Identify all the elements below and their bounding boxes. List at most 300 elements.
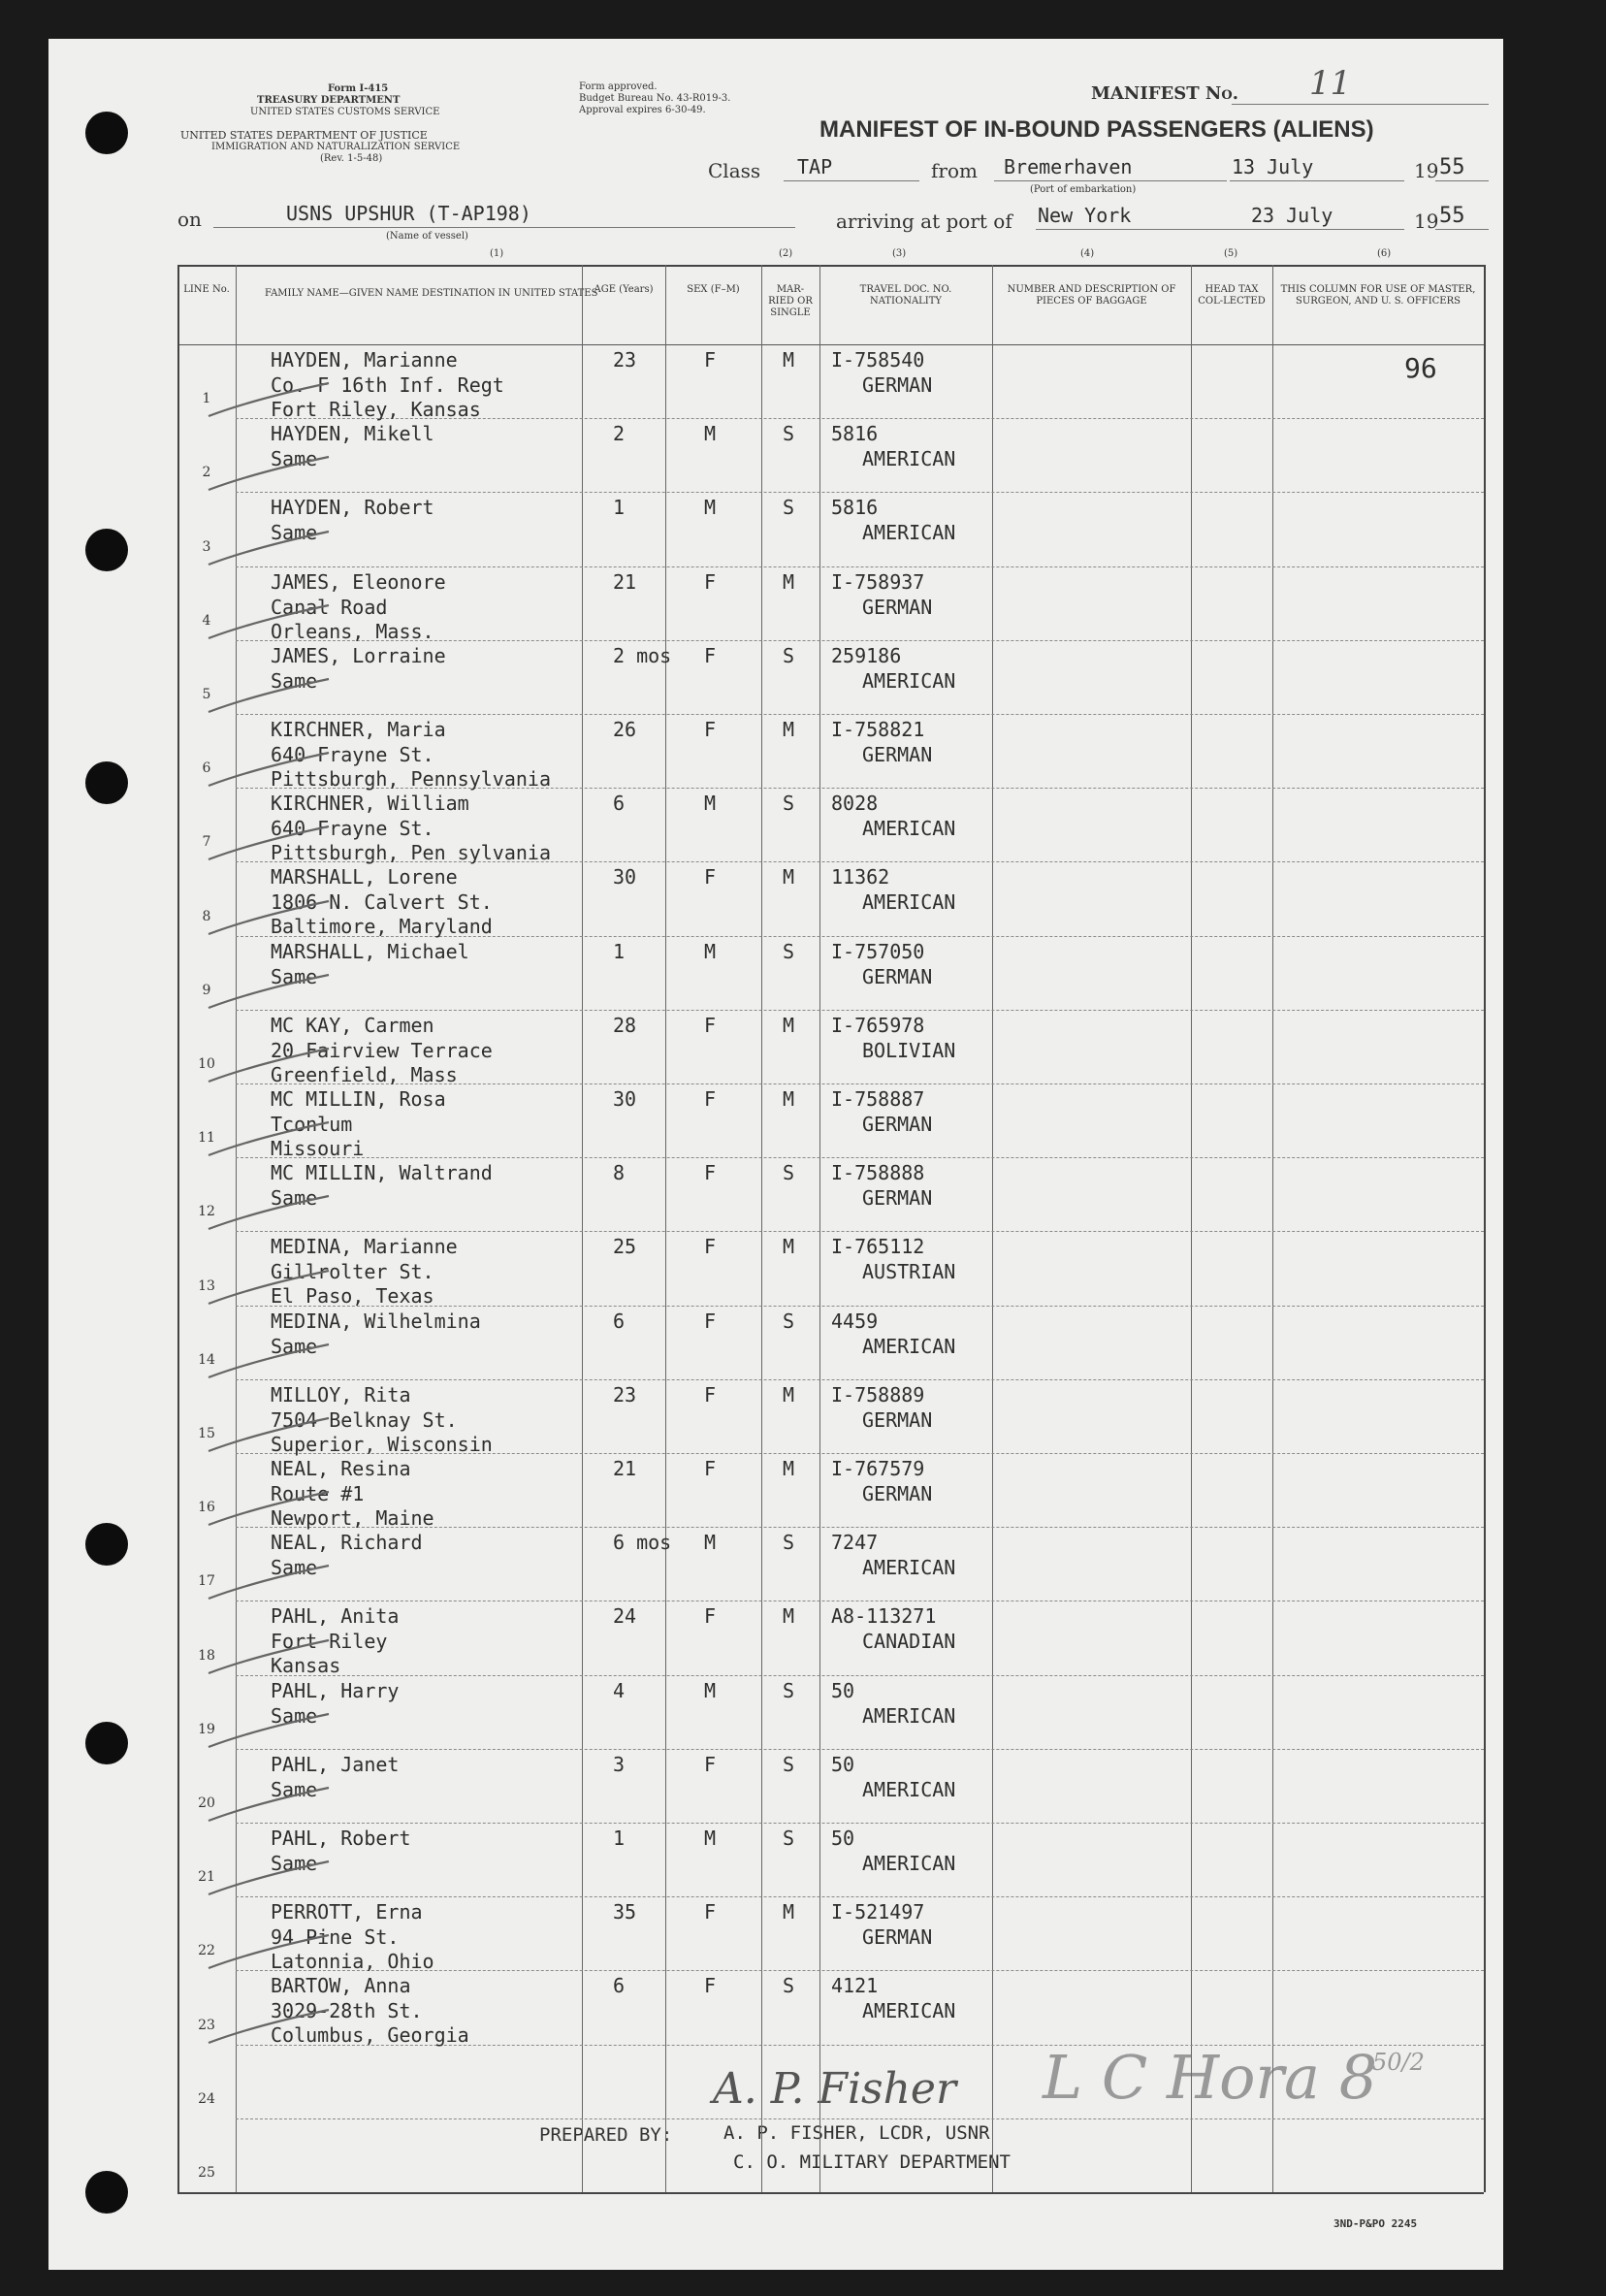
line-number: 2 (202, 465, 211, 481)
depart-date-underline (1230, 180, 1404, 181)
destination-line: Latonnia, Ohio (271, 1950, 434, 1974)
line-number: 11 (198, 1130, 215, 1147)
nationality: AMERICAN (862, 817, 956, 841)
travel-doc-number: 50 (831, 1678, 855, 1702)
col-num-6: (6) (1377, 248, 1392, 259)
nationality: GERMAN (862, 595, 933, 619)
line-number: 6 (202, 760, 211, 777)
age-value: 6 (613, 1309, 626, 1333)
approval-expires: Approval expires 6-30-49. (579, 105, 706, 115)
travel-doc-number: I-521497 (831, 1900, 925, 1924)
marital-status: S (783, 792, 795, 816)
column-header-line: LINE No. (183, 284, 230, 295)
nationality: GERMAN (862, 373, 933, 397)
column-header-officers: THIS COLUMN FOR USE OF MASTER, SURGEON, AND U. S. OFFICERS (1280, 284, 1476, 307)
age-value: 2 (613, 422, 626, 446)
column-divider (582, 265, 583, 2192)
marital-status: M (783, 1087, 795, 1111)
col-num-1: (1) (490, 248, 504, 259)
line-number: 5 (202, 687, 211, 702)
destination-line: 1806 N. Calvert St. (271, 890, 493, 915)
travel-doc-number: 50 (831, 1752, 855, 1776)
travel-doc-number: 5816 (831, 496, 879, 520)
destination-line: Same (271, 964, 318, 988)
officer-note: 96 (1404, 352, 1437, 384)
passenger-name: PERROTT, Erna (271, 1900, 423, 1924)
marital-status: S (783, 643, 795, 667)
sex-value: M (704, 422, 717, 446)
passenger-name: KIRCHNER, William (271, 792, 469, 816)
passenger-name: MARSHALL, Michael (271, 939, 469, 963)
line-number: 15 (198, 1426, 215, 1441)
nationality: AMERICAN (862, 1556, 956, 1580)
marital-status: S (783, 1309, 795, 1333)
age-value: 30 (613, 865, 637, 889)
nationality: BOLIVIAN (862, 1038, 956, 1062)
nationality: GERMAN (862, 964, 933, 988)
marital-status: M (783, 1900, 795, 1924)
binder-hole (85, 2171, 128, 2214)
line-number: 24 (198, 2090, 215, 2107)
arrival-year: 55 (1439, 204, 1465, 228)
binder-hole (85, 761, 128, 804)
marital-status: M (783, 569, 795, 594)
age-value: 6 (613, 792, 626, 816)
age-value: 2 mos (613, 643, 672, 667)
row-divider (236, 1010, 1484, 1011)
col-num-3: (3) (892, 248, 907, 259)
destination-line: Same (271, 1334, 318, 1358)
destination-line: Tconlum (271, 1113, 353, 1136)
rev-date: (Rev. 1-5-48) (320, 153, 383, 164)
signature-fraction: 50/2 (1372, 2049, 1425, 2076)
passenger-name: JAMES, Eleonore (271, 569, 446, 594)
destination-line: Route #1 (271, 1482, 365, 1505)
passenger-name: KIRCHNER, Maria (271, 718, 446, 741)
check-mark (207, 1045, 333, 1093)
check-mark (207, 601, 333, 650)
destination-line: Same (271, 1777, 318, 1801)
binder-hole (85, 112, 128, 154)
travel-doc-number: 7247 (831, 1531, 879, 1555)
row-divider (236, 1675, 1484, 1676)
row-divider (236, 1823, 1484, 1824)
signature-fisher: A. P. Fisher (713, 2064, 957, 2114)
destination-line: Greenfield, Mass (271, 1062, 458, 1086)
age-value: 35 (613, 1900, 637, 1924)
marital-status: S (783, 422, 795, 446)
prepared-title: C. O. MILITARY DEPARTMENT (733, 2151, 1011, 2173)
column-divider (177, 265, 179, 2192)
marital-status: S (783, 496, 795, 520)
marital-status: M (783, 1013, 795, 1037)
passenger-name: MARSHALL, Lorene (271, 865, 458, 889)
check-mark (207, 1341, 333, 1389)
passenger-name: NEAL, Richard (271, 1531, 423, 1555)
line-number: 10 (198, 1056, 215, 1072)
passenger-name: PAHL, Janet (271, 1752, 400, 1776)
marital-status: S (783, 1678, 795, 1702)
line-number: 25 (198, 2165, 215, 2181)
travel-doc-number: I-758887 (831, 1087, 925, 1111)
destination-line: Superior, Wisconsin (271, 1432, 493, 1456)
row-divider (236, 492, 1484, 493)
check-mark (207, 1710, 333, 1759)
destination-line: Same (271, 1852, 318, 1875)
form-approved: Form approved. (579, 81, 658, 92)
print-code: 3ND-P&PO 2245 (1333, 2217, 1418, 2230)
binder-hole (85, 1722, 128, 1764)
row-divider (236, 1896, 1484, 1897)
check-mark (207, 1414, 333, 1463)
line-number: 1 (202, 391, 211, 407)
customs-service: UNITED STATES CUSTOMS SERVICE (250, 107, 440, 117)
check-mark (207, 897, 333, 946)
column-divider (1191, 265, 1192, 2192)
column-divider (1484, 265, 1486, 2192)
ins-label: IMMIGRATION AND NATURALIZATION SERVICE (211, 142, 461, 152)
travel-doc-number: 50 (831, 1827, 855, 1850)
destination-line: Missouri (271, 1137, 365, 1160)
column-header-sex: SEX (F–M) (687, 284, 740, 295)
travel-doc-number: I-758889 (831, 1382, 925, 1407)
column-header-baggage: NUMBER AND DESCRIPTION OF PIECES OF BAGGAGE (1007, 284, 1176, 307)
destination-line: Fort Riley, Kansas (271, 398, 481, 421)
nationality: AMERICAN (862, 1999, 956, 2023)
marital-status: S (783, 1531, 795, 1555)
nationality: AMERICAN (862, 890, 956, 915)
destination-line: 7504 Belknay St. (271, 1407, 458, 1432)
destination-line: Same (271, 1703, 318, 1728)
destination-line: Same (271, 1186, 318, 1211)
sex-value: M (704, 496, 717, 520)
line-number: 3 (202, 538, 211, 555)
marital-status: M (783, 348, 795, 372)
travel-doc-number: I-758540 (831, 348, 925, 372)
marital-status: S (783, 1752, 795, 1776)
nationality: AMERICAN (862, 1334, 956, 1358)
travel-doc-number: 8028 (831, 792, 879, 816)
age-value: 21 (613, 1457, 637, 1480)
row-divider (236, 1749, 1484, 1750)
line-number: 22 (198, 1943, 215, 1959)
destination-line: 20 Fairview Terrace (271, 1038, 493, 1062)
travel-doc-number: 11362 (831, 865, 890, 889)
nationality: GERMAN (862, 1482, 933, 1505)
vessel-name: USNS UPSHUR (T-AP198) (286, 202, 531, 225)
marital-status: S (783, 939, 795, 963)
nationality: GERMAN (862, 1113, 933, 1136)
manifest-no-underline (1232, 104, 1489, 105)
signature-inspector: L C Hora 8 (1043, 2042, 1378, 2113)
row-divider (236, 1231, 1484, 1232)
passenger-name: NEAL, Resina (271, 1457, 411, 1480)
passenger-name: MEDINA, Marianne (271, 1235, 458, 1259)
col-num-2: (2) (779, 248, 793, 259)
col-num-5: (5) (1224, 248, 1238, 259)
nationality: AMERICAN (862, 1852, 956, 1875)
check-mark (207, 1488, 333, 1536)
sex-value: F (704, 1087, 717, 1111)
passenger-name: PAHL, Robert (271, 1827, 411, 1850)
check-mark (207, 453, 333, 501)
arrival-port: New York (1038, 204, 1132, 227)
form-number: Form I-415 (328, 83, 389, 94)
marital-status: S (783, 1974, 795, 1998)
manifest-no-label: MANIFEST No. (1091, 83, 1238, 104)
line-number: 23 (198, 2017, 215, 2033)
sex-value: F (704, 1604, 717, 1629)
destination-line: Pittsburgh, Pennsylvania (271, 767, 551, 791)
sex-value: F (704, 1974, 717, 1998)
arrival-underline (1036, 229, 1404, 230)
destination-line: Baltimore, Maryland (271, 915, 493, 939)
passenger-name: MEDINA, Wilhelmina (271, 1309, 481, 1333)
age-value: 26 (613, 718, 637, 741)
destination-line: Co. F 16th Inf. Regt (271, 373, 504, 397)
page-title: MANIFEST OF IN-BOUND PASSENGERS (ALIENS) (819, 116, 1374, 143)
table-bottom-border (177, 2192, 1484, 2194)
column-divider (819, 265, 820, 2192)
depart-date: 13 July (1232, 155, 1314, 178)
travel-doc-number: 259186 (831, 643, 902, 667)
line-number: 4 (202, 612, 211, 629)
marital-status: M (783, 1604, 795, 1629)
line-number: 8 (202, 908, 211, 924)
sex-value: F (704, 1457, 717, 1480)
passenger-name: PAHL, Harry (271, 1678, 400, 1702)
destination-line: El Paso, Texas (271, 1284, 434, 1309)
passenger-name: HAYDEN, Robert (271, 496, 434, 520)
age-value: 23 (613, 1382, 637, 1407)
check-mark (207, 528, 333, 576)
check-mark (207, 1931, 333, 1980)
arrival-date: 23 July (1251, 204, 1333, 227)
destination-line: 640 Frayne St. (271, 817, 434, 841)
check-mark (207, 749, 333, 797)
row-divider (236, 1157, 1484, 1158)
age-value: 1 (613, 1827, 626, 1850)
passenger-name: HAYDEN, Mikell (271, 422, 434, 446)
nationality: AMERICAN (862, 1703, 956, 1728)
destination-line: Same (271, 521, 318, 545)
sex-value: F (704, 1161, 717, 1185)
row-divider (236, 2118, 1484, 2119)
line-number: 14 (198, 1351, 215, 1368)
sex-value: M (704, 939, 717, 963)
class-underline (784, 180, 919, 181)
line-number: 12 (198, 1204, 215, 1220)
travel-doc-number: 4121 (831, 1974, 879, 1998)
justice-dept: UNITED STATES DEPARTMENT OF JUSTICE (180, 129, 428, 142)
destination-line: Newport, Maine (271, 1506, 434, 1530)
depart-year-underline (1435, 180, 1489, 181)
age-value: 3 (613, 1752, 626, 1776)
column-divider (1272, 265, 1273, 2192)
travel-doc-number: I-757050 (831, 939, 925, 963)
nationality: AMERICAN (862, 1777, 956, 1801)
header-separator (177, 344, 1484, 345)
sex-value: F (704, 1309, 717, 1333)
from-label: from (931, 159, 978, 182)
age-value: 1 (613, 496, 626, 520)
destination-line: Orleans, Mass. (271, 619, 434, 643)
passenger-name: PAHL, Anita (271, 1604, 400, 1629)
passenger-name: MC MILLIN, Rosa (271, 1087, 446, 1111)
age-value: 6 mos (613, 1531, 672, 1555)
vessel-caption: (Name of vessel) (386, 231, 468, 242)
sex-value: F (704, 643, 717, 667)
age-value: 23 (613, 348, 637, 372)
sex-value: F (704, 1235, 717, 1259)
destination-line: 640 Frayne St. (271, 743, 434, 766)
destination-line: Same (271, 447, 318, 471)
age-value: 28 (613, 1013, 637, 1037)
row-divider (236, 1379, 1484, 1380)
age-value: 4 (613, 1678, 626, 1702)
nationality: AMERICAN (862, 521, 956, 545)
check-mark (207, 379, 333, 428)
sex-value: M (704, 792, 717, 816)
binder-hole (85, 529, 128, 571)
line-number: 18 (198, 1647, 215, 1664)
table-top-border (177, 265, 1484, 267)
check-mark (207, 1636, 333, 1685)
passenger-name: JAMES, Lorraine (271, 643, 446, 667)
nationality: AMERICAN (862, 668, 956, 693)
line-number: 19 (198, 1721, 215, 1737)
travel-doc-number: I-767579 (831, 1457, 925, 1480)
travel-doc-number: I-765978 (831, 1013, 925, 1037)
column-header-married: MAR-RIED OR SINGLE (768, 284, 813, 318)
destination-line: Fort Riley (271, 1630, 388, 1654)
age-value: 8 (613, 1161, 626, 1185)
marital-status: M (783, 718, 795, 741)
check-mark (207, 1858, 333, 1906)
nationality: CANADIAN (862, 1630, 956, 1654)
travel-doc-number: I-758821 (831, 718, 925, 741)
column-divider (761, 265, 762, 2192)
sex-value: F (704, 1013, 717, 1037)
line-number: 16 (198, 1500, 215, 1516)
binder-hole (85, 1523, 128, 1566)
marital-status: M (783, 1235, 795, 1259)
sex-value: M (704, 1827, 717, 1850)
sex-value: F (704, 1752, 717, 1776)
age-value: 1 (613, 939, 626, 963)
col-num-4: (4) (1080, 248, 1095, 259)
column-header-headtax: HEAD TAX COL-LECTED (1198, 284, 1266, 307)
check-mark (207, 1562, 333, 1610)
nationality: GERMAN (862, 743, 933, 766)
check-mark (207, 2006, 333, 2054)
nationality: GERMAN (862, 1186, 933, 1211)
depart-year-prefix: 19 (1414, 159, 1439, 182)
destination-line: Kansas (271, 1654, 341, 1678)
destination-line: Same (271, 1556, 318, 1580)
column-divider (665, 265, 666, 2192)
check-mark (207, 1784, 333, 1832)
sex-value: M (704, 1678, 717, 1702)
marital-status: S (783, 1161, 795, 1185)
destination-line: 3029-28th St. (271, 1999, 423, 2023)
age-value: 6 (613, 1974, 626, 1998)
travel-doc-number: A8-113271 (831, 1604, 937, 1629)
sex-value: F (704, 1900, 717, 1924)
passenger-name: MC KAY, Carmen (271, 1013, 434, 1037)
travel-doc-number: I-758937 (831, 569, 925, 594)
arrival-year-underline (1435, 229, 1489, 230)
travel-doc-number: 4459 (831, 1309, 879, 1333)
age-value: 25 (613, 1235, 637, 1259)
class-label: Class (708, 159, 761, 182)
treasury-dept: TREASURY DEPARTMENT (257, 95, 401, 106)
sex-value: F (704, 1382, 717, 1407)
destination-line: Columbus, Georgia (271, 2023, 469, 2048)
age-value: 24 (613, 1604, 637, 1629)
depart-year: 55 (1439, 155, 1465, 179)
from-underline (994, 180, 1227, 181)
age-value: 30 (613, 1087, 637, 1111)
sex-value: F (704, 569, 717, 594)
age-value: 21 (613, 569, 637, 594)
sex-value: F (704, 718, 717, 741)
nationality: AMERICAN (862, 447, 956, 471)
check-mark (207, 971, 333, 1019)
check-mark (207, 1267, 333, 1315)
sex-value: F (704, 865, 717, 889)
check-mark (207, 675, 333, 724)
sex-value: F (704, 348, 717, 372)
manifest-no-value: 11 (1309, 64, 1352, 103)
line-number: 7 (202, 834, 211, 851)
sex-value: M (704, 1531, 717, 1555)
arriving-label: arriving at port of (836, 210, 1012, 233)
travel-doc-number: 5816 (831, 422, 879, 446)
line-number: 17 (198, 1573, 215, 1590)
embarkation-port: Bremerhaven (1004, 155, 1133, 178)
line-number: 21 (198, 1869, 215, 1886)
line-number: 20 (198, 1795, 215, 1811)
travel-doc-number: I-758888 (831, 1161, 925, 1185)
prepared-name: A. P. FISHER, LCDR, USNR (723, 2122, 990, 2144)
line-number: 13 (198, 1277, 215, 1294)
marital-status: M (783, 1457, 795, 1480)
destination-line: Same (271, 668, 318, 693)
on-label: on (177, 208, 202, 231)
vessel-underline (213, 227, 795, 228)
destination-line: 94 Pine St. (271, 1925, 400, 1950)
nationality: GERMAN (862, 1925, 933, 1950)
destination-line: Pittsburgh, Pen sylvania (271, 841, 551, 865)
class-value: TAP (797, 155, 833, 178)
column-header-age: AGE (Years) (594, 284, 654, 295)
port-caption: (Port of embarkation) (1030, 184, 1137, 195)
marital-status: M (783, 1382, 795, 1407)
travel-doc-number: I-765112 (831, 1235, 925, 1259)
column-header-name: FAMILY NAME—GIVEN NAME DESTINATION IN UNITED STATES (265, 288, 598, 299)
row-divider (236, 714, 1484, 715)
destination-line: Gillrolter St. (271, 1260, 434, 1284)
passenger-name: BARTOW, Anna (271, 1974, 411, 1998)
check-mark (207, 823, 333, 871)
passenger-name: MC MILLIN, Waltrand (271, 1161, 493, 1185)
line-number: 9 (202, 982, 211, 998)
nationality: AUSTRIAN (862, 1260, 956, 1284)
marital-status: S (783, 1827, 795, 1850)
check-mark (207, 1192, 333, 1241)
destination-line: Canal Road (271, 595, 388, 619)
